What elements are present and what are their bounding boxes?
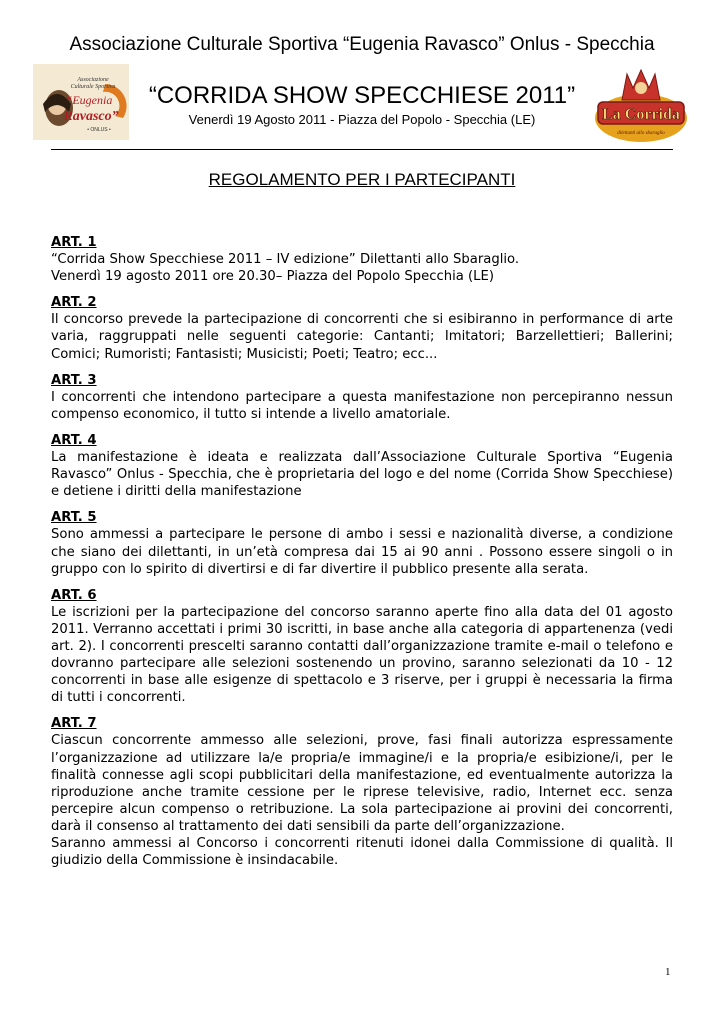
article-4 [51,432,673,500]
article-text: Sono ammessi a partecipare le persone di ambo i sessi e nazionalità diverse, a condizione che siano dei dilettanti, in un’età compresa dai 15 ai 90 anni . Possono essere singoli o in gruppo con lo spirito di divertirsi e di far divertire il pubblico presente alla serata. [51,527,673,577]
logo-right-text: La Corrida [602,106,680,123]
logo-left-name2: Ravasco” [63,109,119,124]
article-3 [51,372,673,423]
article-text: La manifestazione è ideata e realizzata dall’Associazione Culturale Sportiva “Eugenia Ravasco” Onlus - Specchia, che è proprietaria del logo e del nome (Corrida Show Specchiese) e detiene i diritti della manifestazione [51,450,673,500]
article-1 [51,234,673,285]
document-title: REGOLAMENTO PER I PARTECIPANTI [208,170,516,189]
article-heading: ART. 4 [51,432,97,448]
articles [51,234,673,878]
article-heading: ART. 3 [51,372,97,388]
article-6 [51,587,673,707]
article-heading: ART. 7 [51,716,97,732]
article-text: Le iscrizioni per la partecipazione del concorso saranno aperte fino alla data del 01 agosto 2011. Verranno accettati i primi 30 iscritti, in base anche alla categoria di appartenenza (vedi art. 2). I concorrenti prescelti saranno contatti dall’organizzazione tramite e-mail o telefono e dovranno partecipare alle selezioni sostenendo un provino, saranno selezionati da 10 - 12 concorrenti in base alle esigenze di spettacolo e 3 riserve, per i gruppi è necessaria la firma di tutti i concorrenti. [51,604,673,706]
article-text: Ciascun concorrente ammesso alle selezioni, prove, fasi finali autorizza espressamente l’organizzazione ad utilizzare la/e propria/e immagine/i e la propria/e esibizione/i, per le finalità connesse agli scopi pubblicitari della manifestazione, ed eventualmente autorizza la riproduzione anche tramite cessione per le riprese televisive, radio, Internet ecc. senza percepire alcun compenso o retribuzione. La sola partecipazione ai provini dei concorrenti, darà il consenso al trattamento dei dati sensibili da parte dell’organizzazione. [51,733,673,834]
article-heading: ART. 5 [51,510,97,526]
article-text: I concorrenti che intendono partecipare a questa manifestazione non percepiranno nessun compenso economico, il tutto si intende a livello amatoriale. [51,389,673,422]
article-text: Saranno ammessi al Concorso i concorrenti ritenuti idonei dalla Commissione di qualità. Il giudizio della Commissione è insindacabile. [51,836,673,869]
logo-left-name1: “Eugenia [65,93,113,107]
association-header: Associazione Culturale Sportiva “Eugenia Ravasco” Onlus - Specchia [69,34,655,55]
article-2 [51,294,673,362]
article-5 [51,509,673,577]
article-text: Venerdì 19 agosto 2011 ore 20.30– Piazza del Popolo Specchia (LE) [51,269,494,285]
article-heading: ART. 1 [51,235,97,250]
article-heading: ART. 6 [51,587,97,603]
article-7 [51,715,673,869]
logo-left-badge: • ONLUS • [87,127,111,133]
logo-left-line1: Associazione [77,77,109,83]
article-text: Il concorso prevede la partecipazione di concorrenti che si esibiranno in performance di arte varia, raggruppati nelle seguenti categorie: Cantanti; Imitatori; Barzellettieri; Ballerini; Comici; Rumoristi; Fantasisti; Musicisti; Poeti; Teatro; ecc... [51,312,673,362]
article-text: “Corrida Show Specchiese 2011 – IV edizione” Dilettanti allo Sbaraglio. [51,252,520,268]
page-number: 1 [665,966,671,978]
logo-right-tagline: dilettanti allo sbaraglio [617,131,665,136]
logo-left-line2: Culturale Sportiva [70,84,116,90]
event-title: “CORRIDA SHOW SPECCHIESE 2011” [148,82,576,109]
article-heading: ART. 2 [51,295,97,311]
header-divider [51,149,673,150]
event-subtitle: Venerdì 19 Agosto 2011 - Piazza del Popolo - Specchia (LE) [188,112,536,127]
